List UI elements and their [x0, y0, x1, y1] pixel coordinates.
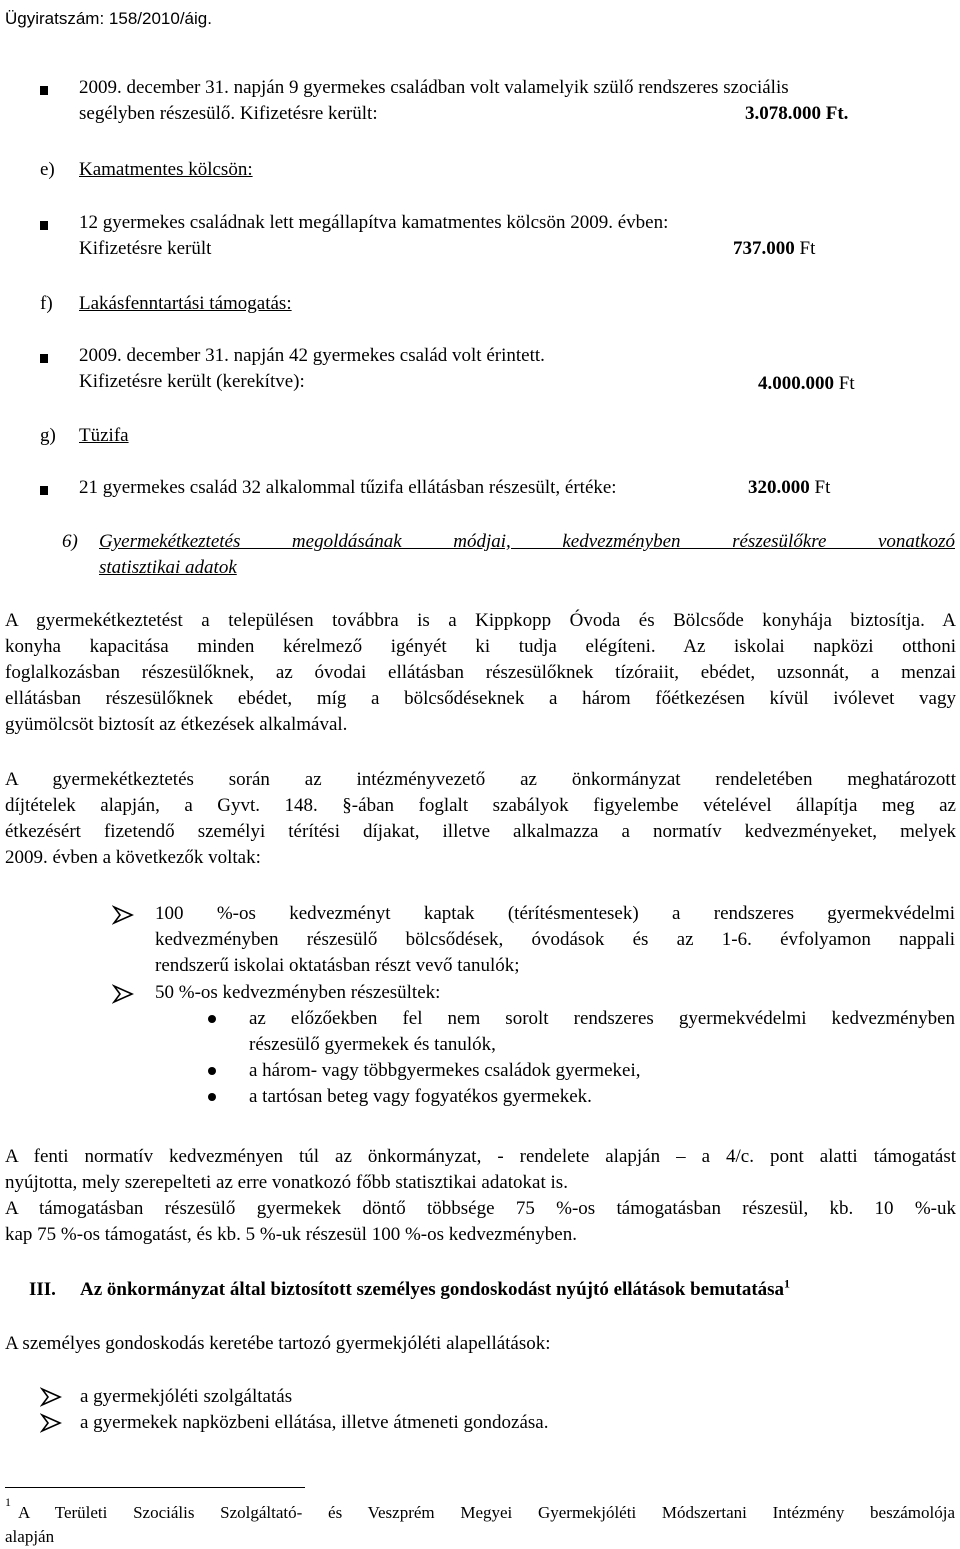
e-marker: e): [40, 159, 55, 180]
section6-title-line2: statisztikai adatok: [99, 557, 237, 578]
square-bullet-icon: [40, 486, 48, 495]
para3-line: nyújtotta, mely szerepelteti az erre vonatkozó főbb statisztikai adatokat is.: [5, 1172, 568, 1193]
e-amount-unit: Ft: [794, 238, 816, 259]
g-heading: Tüzifa: [79, 425, 129, 446]
para1-line: konyha kapacitása minden kérelmező igényét ki tudja elégíteni. Az iskolai napközi otthoni: [5, 636, 956, 657]
f-line1: 2009. december 31. napján 42 gyermekes család volt érintett.: [79, 345, 545, 366]
arrow-bullet-icon: [40, 1413, 62, 1433]
bullet1-line: az előzőekben fel nem sorolt rendszeres gyermekvédelmi kedvezményben: [249, 1008, 955, 1029]
para3-line: A fenti normatív kedvezményen túl az önkormányzat, - rendelete alapján – a 4/c. pont alatti támogatást: [5, 1146, 956, 1167]
para2-line: étkezésért fizetendő személyi térítési díjakat, illetve alkalmazza a normatív kedvezményeket, melyek: [5, 821, 956, 842]
para4-line: kap 75 %-os támogatást, és kb. 5 %-uk részesül 100 %-os kedvezményben.: [5, 1224, 577, 1245]
section3-intro: A személyes gondoskodás keretébe tartozó gyermekjóléti alapellátások:: [5, 1333, 551, 1354]
e-amount-value: 737.000: [733, 238, 795, 259]
footnote-line2: alapján: [5, 1527, 55, 1546]
e-line1: 12 gyermekes családnak lett megállapítva kamatmentes kölcsön 2009. évben:: [79, 212, 669, 233]
g-amount-unit: Ft: [809, 477, 831, 498]
f-amount-unit: Ft: [834, 373, 855, 394]
arrow1-line: kedvezményben részesülő bölcsődések, óvodások és az 1-6. évfolyamon nappali: [155, 929, 955, 950]
parent-aid-line1: 2009. december 31. napján 9 gyermekes családban volt valamelyik szülő rendszeres szociális: [79, 77, 789, 98]
square-bullet-icon: [40, 86, 48, 95]
f-heading: Lakásfenntartási támogatás:: [79, 293, 292, 314]
section3-list-item: a gyermekek napközbeni ellátása, illetve átmeneti gondozása.: [80, 1412, 549, 1433]
arrow2-line: 50 %-os kedvezményben részesültek:: [155, 982, 441, 1003]
para1-line: A gyermekétkeztetést a településen továbbra is a Kippkopp Óvoda és Bölcsőde konyhája biztosítja. A: [5, 610, 956, 631]
arrow1-line: 100 %-os kedvezményt kaptak (térítésmentesek) a rendszeres gyermekvédelmi: [155, 903, 955, 924]
para4-line: A támogatásban részesülő gyermekek döntő többsége 75 %-os támogatásban részesül, kb. 10 %-uk: [5, 1198, 956, 1219]
footnote-line1: A Területi Szociális Szolgáltató- és Veszprém Megyei Gyermekjóléti Módszertani Intézmény beszámolója: [18, 1503, 955, 1522]
g-amount-value: 320.000: [748, 477, 810, 498]
square-bullet-icon: [40, 354, 48, 363]
bullet-dot-icon: [208, 1015, 216, 1023]
square-bullet-icon: [40, 221, 48, 230]
section3-number: III.: [29, 1279, 56, 1300]
bullet3-line: a tartósan beteg vagy fogyatékos gyermekek.: [249, 1086, 592, 1107]
section6-title-line1: Gyermekétkeztetés megoldásának módjai, kedvezményben részesülőkre vonatkozó: [99, 531, 955, 552]
g-amount: [748, 475, 830, 501]
para1-line: foglalkozásban részesülőknek, az óvodai ellátásban részesülőknek tízóraiit, ebédet, uzsonnát, a menzai: [5, 662, 956, 683]
arrow-bullet-icon: [112, 905, 134, 925]
e-amount: [733, 236, 815, 262]
parent-aid-line2: segélyben részesülő. Kifizetésre került:: [79, 103, 378, 124]
g-marker: g): [40, 425, 56, 446]
para2-line: díjtételek alapján, a Gyvt. 148. §-ában foglalt szabályok figyelembe vételével állapítja meg az: [5, 795, 956, 816]
section6-marker: 6): [62, 531, 78, 552]
footnote-number: 1: [5, 1495, 11, 1509]
e-line2: Kifizetésre került: [79, 238, 212, 259]
parent-aid-amount: 3.078.000 Ft.: [745, 103, 849, 124]
para1-line: ellátásban részesülőknek ebédet, míg a bölcsődéseknek a három főétkezésen kívül ivólevet vagy: [5, 688, 956, 709]
section3-list-item: a gyermekjóléti szolgáltatás: [80, 1386, 293, 1407]
file-number: Ügyiratszám: 158/2010/áig.: [5, 9, 212, 28]
arrow1-line: rendszerű iskolai oktatásban részt vevő tanulók;: [155, 955, 520, 976]
para1-line: gyümölcsöt biztosít az étkezések alkalmával.: [5, 714, 348, 735]
bullet-dot-icon: [208, 1067, 216, 1075]
arrow-bullet-icon: [112, 984, 134, 1004]
f-amount-value: 4.000.000: [758, 373, 834, 394]
e-heading: Kamatmentes kölcsön:: [79, 159, 253, 180]
para2-line: A gyermekétkeztetés során az intézményvezető az önkormányzat rendeletében meghatározott: [5, 769, 956, 790]
bullet1-line: részesülő gyermekek és tanulók,: [249, 1034, 496, 1055]
bullet2-line: a három- vagy többgyermekes családok gyermekei,: [249, 1060, 641, 1081]
bullet-dot-icon: [208, 1093, 216, 1101]
footnote-divider: [5, 1487, 305, 1488]
para2-line: 2009. évben a következők voltak:: [5, 847, 261, 868]
arrow-bullet-icon: [40, 1387, 62, 1407]
section3-title: [80, 1277, 790, 1303]
footnote-ref: 1: [784, 1276, 791, 1291]
g-line1: 21 gyermekes család 32 alkalommal tűzifa ellátásban részesült, értéke:: [79, 477, 617, 498]
f-marker: f): [40, 293, 53, 314]
section3-title-text: Az önkormányzat által biztosított személyes gondoskodást nyújtó ellátások bemutatása: [80, 1279, 785, 1300]
f-amount: [758, 371, 855, 397]
f-line2: Kifizetésre került (kerekítve):: [79, 371, 305, 392]
